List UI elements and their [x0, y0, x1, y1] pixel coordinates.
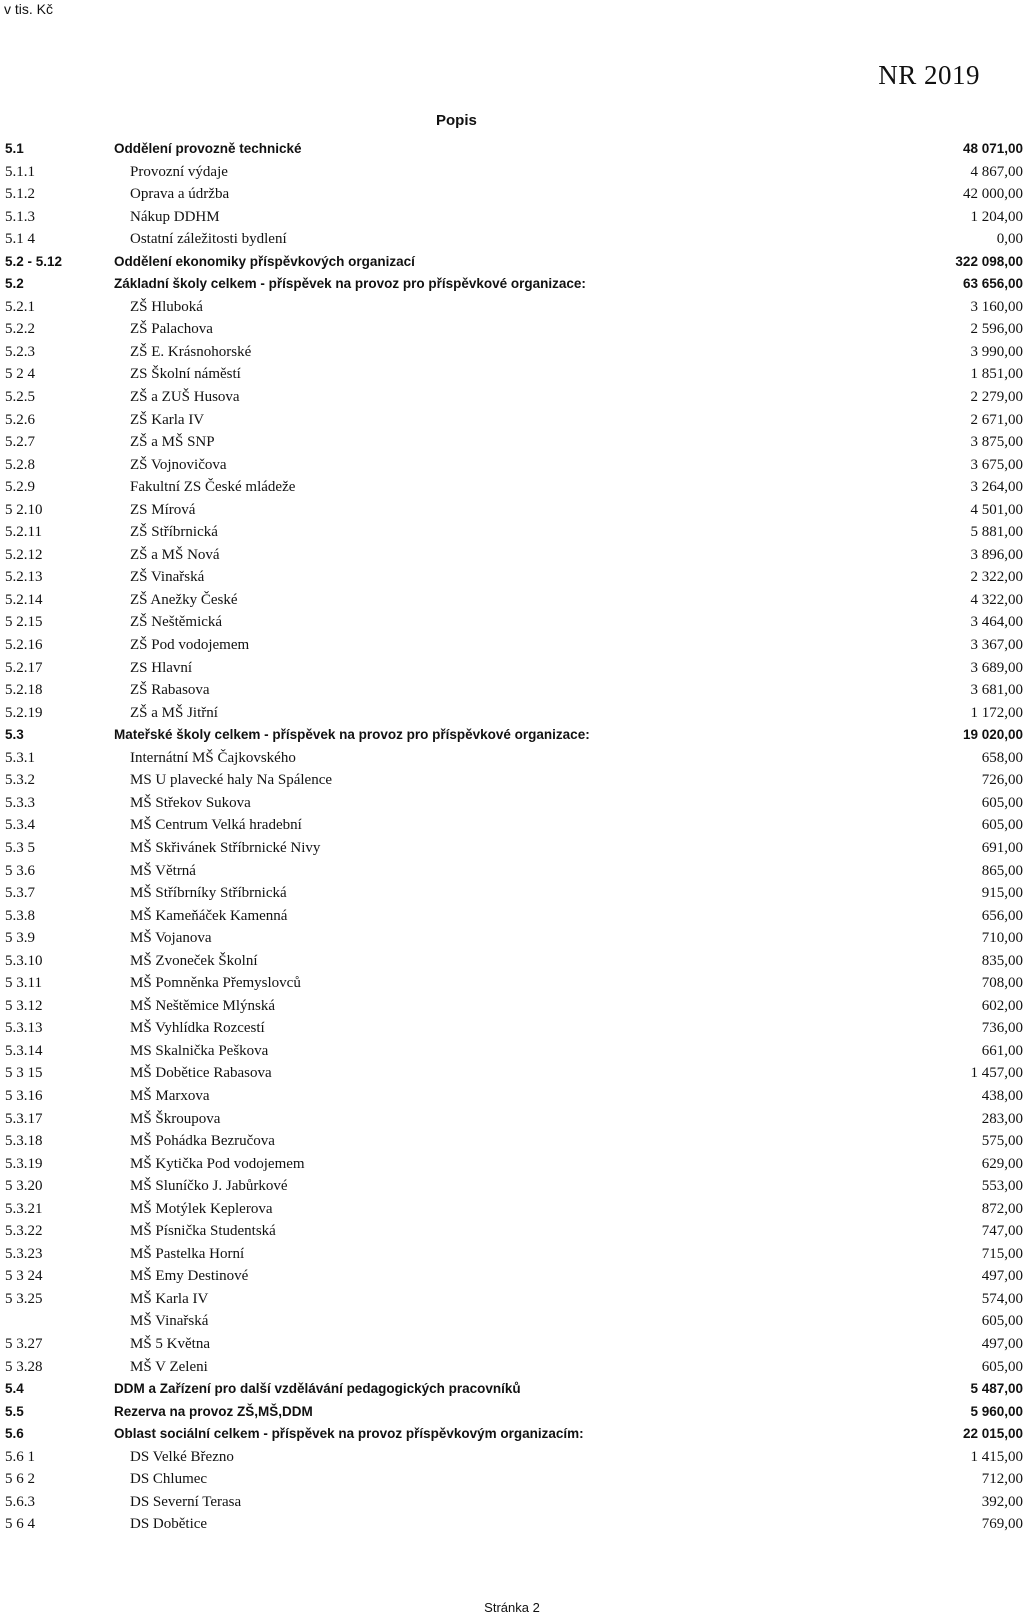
- item-row: [0, 679, 1024, 702]
- row-code: 5.2.16: [5, 637, 43, 654]
- row-amount: 5 960,00: [970, 1403, 1023, 1419]
- row-amount: 3 464,00: [970, 614, 1023, 631]
- row-description: MŠ Dobětice Rabasova: [130, 1065, 272, 1082]
- item-row: [0, 1017, 1024, 1040]
- page-number: Stránka 2: [484, 1600, 540, 1615]
- item-row: [0, 1468, 1024, 1491]
- item-row: [0, 1356, 1024, 1379]
- item-row: [0, 860, 1024, 883]
- row-description: Provozní výdaje: [130, 163, 228, 180]
- row-description: ZŠ Pod vodojemem: [130, 637, 250, 654]
- row-code: 5.2: [5, 276, 24, 292]
- row-amount: 712,00: [981, 1471, 1023, 1488]
- row-amount: 872,00: [981, 1200, 1023, 1217]
- row-description: ZS Hlavní: [130, 659, 193, 676]
- row-code: 5.2.3: [5, 343, 35, 360]
- item-row: [0, 1198, 1024, 1221]
- row-code: 5 3.20: [5, 1178, 43, 1195]
- row-code: 5 3.9: [5, 930, 35, 947]
- item-row: [0, 544, 1024, 567]
- row-code: 5.3.18: [5, 1133, 43, 1150]
- item-row: [0, 905, 1024, 928]
- item-row: [0, 1243, 1024, 1266]
- row-amount: 1 204,00: [970, 208, 1023, 225]
- row-amount: 2 596,00: [970, 321, 1023, 338]
- row-description: ZS Mírová: [130, 501, 196, 518]
- row-amount: 42 000,00: [963, 186, 1023, 203]
- section-row: [0, 251, 1024, 274]
- row-description: MŠ Zvoneček Školní: [130, 952, 258, 969]
- row-amount: 48 071,00: [962, 141, 1023, 156]
- row-amount: 602,00: [981, 997, 1023, 1014]
- row-code: 5.6.3: [5, 1493, 35, 1510]
- item-row: [0, 950, 1024, 973]
- row-amount: 2 322,00: [970, 569, 1023, 586]
- row-code: 5 3.27: [5, 1335, 43, 1352]
- row-amount: 3 264,00: [970, 479, 1023, 496]
- row-amount: 605,00: [981, 1313, 1023, 1330]
- row-code: 5 3.11: [5, 975, 42, 992]
- row-amount: 3 990,00: [970, 343, 1023, 360]
- row-description: MŠ 5 Května: [130, 1335, 210, 1352]
- row-code: 5 3.12: [5, 997, 43, 1014]
- row-amount: 3 367,00: [970, 637, 1023, 654]
- item-row: [0, 995, 1024, 1018]
- row-amount: 3 875,00: [970, 434, 1023, 451]
- row-code: 5.3 5: [5, 839, 35, 856]
- row-amount: 726,00: [981, 772, 1023, 789]
- row-description: MS U plavecké haly Na Spálence: [130, 772, 333, 789]
- row-amount: 438,00: [981, 1087, 1023, 1104]
- row-description: MŠ Kytička Pod vodojemem: [130, 1155, 305, 1172]
- row-code: 5.3.19: [5, 1155, 43, 1172]
- row-amount: 3 681,00: [970, 682, 1023, 699]
- row-amount: 392,00: [981, 1493, 1023, 1510]
- row-amount: 2 279,00: [970, 389, 1023, 406]
- row-description: MŠ Střekov Sukova: [130, 794, 251, 811]
- row-amount: 708,00: [981, 975, 1023, 992]
- row-code: 5.3.4: [5, 817, 35, 834]
- row-description: MŠ Emy Destinové: [130, 1268, 249, 1285]
- row-description: ZŠ E. Krásnohorské: [130, 343, 252, 360]
- budget-table: [0, 138, 1024, 1536]
- row-code: 5 6 2: [5, 1471, 35, 1488]
- row-amount: 691,00: [981, 839, 1023, 856]
- row-code: 5.1 4: [5, 231, 35, 248]
- row-description: ZŠ a ZUŠ Husova: [130, 389, 240, 406]
- row-description: MŠ Karla IV: [130, 1290, 209, 1307]
- row-code: 5 2 4: [5, 366, 35, 383]
- budget-year-title: NR 2019: [878, 60, 980, 90]
- item-row: [0, 1265, 1024, 1288]
- row-description: MŠ V Zeleni: [130, 1358, 208, 1375]
- row-amount: 4 322,00: [970, 591, 1023, 608]
- row-code: 5.2.7: [5, 434, 35, 451]
- row-code: 5.1.3: [5, 208, 35, 225]
- row-description: MŠ Stříbrníky Stříbrnická: [130, 885, 287, 902]
- row-description: Základní školy celkem - příspěvek na provoz pro příspěvkové organizace:: [114, 276, 586, 292]
- row-code: 5.3.3: [5, 794, 35, 811]
- row-code: 5.1.1: [5, 163, 35, 180]
- row-description: MŠ Vojanova: [130, 930, 212, 947]
- row-amount: 605,00: [981, 817, 1023, 834]
- row-code: 5 3 24: [5, 1268, 43, 1285]
- row-amount: 574,00: [981, 1290, 1023, 1307]
- row-description: ZŠ Neštěmická: [130, 614, 223, 631]
- row-description: DS Chlumec: [130, 1471, 208, 1488]
- row-description: ZŠ Hluboká: [130, 298, 203, 315]
- row-description: Oblast sociální celkem - příspěvek na provoz příspěvkovým organizacím:: [114, 1426, 584, 1442]
- row-description: MŠ Pohádka Bezručova: [130, 1133, 275, 1150]
- row-description: Fakultní ZS České mládeže: [130, 479, 296, 496]
- item-row: [0, 1446, 1024, 1469]
- item-row: [0, 1288, 1024, 1311]
- row-amount: 915,00: [981, 885, 1023, 902]
- item-row: [0, 769, 1024, 792]
- row-code: 5.2.17: [5, 659, 43, 676]
- item-row: [0, 318, 1024, 341]
- description-column-header: Popis: [436, 112, 477, 129]
- row-description: MŠ Sluníčko J. Jabůrkové: [130, 1178, 288, 1195]
- row-description: Internátní MŠ Čajkovského: [130, 749, 296, 766]
- row-description: Rezerva na provoz ZŠ,MŠ,DDM: [114, 1403, 313, 1419]
- row-amount: 4 867,00: [970, 163, 1023, 180]
- row-amount: 553,00: [981, 1178, 1023, 1195]
- row-amount: 3 896,00: [970, 546, 1023, 563]
- row-description: ZŠ a MŠ SNP: [130, 434, 215, 451]
- row-amount: 497,00: [981, 1268, 1023, 1285]
- row-description: ZŠ Rabasova: [130, 682, 210, 699]
- row-code: 5.4: [5, 1381, 24, 1397]
- row-amount: 769,00: [981, 1516, 1023, 1533]
- row-description: MŠ Větrná: [130, 862, 196, 879]
- item-row: [0, 521, 1024, 544]
- row-code: 5.2.6: [5, 411, 35, 428]
- row-description: Oddělení provozně technické: [114, 141, 302, 156]
- row-description: ZS Školní náměstí: [130, 366, 241, 383]
- row-amount: 3 675,00: [970, 456, 1023, 473]
- row-amount: 5 487,00: [970, 1381, 1023, 1397]
- item-row: [0, 657, 1024, 680]
- row-amount: 5 881,00: [970, 524, 1023, 541]
- section-row: [0, 1401, 1024, 1424]
- row-code: 5.2.12: [5, 546, 43, 563]
- item-row: [0, 206, 1024, 229]
- row-amount: 835,00: [981, 952, 1023, 969]
- row-code: 5 3.25: [5, 1290, 43, 1307]
- row-description: MŠ Písnička Studentská: [130, 1223, 276, 1240]
- row-description: MŠ Škroupova: [130, 1110, 221, 1127]
- row-code: 5.2.2: [5, 321, 35, 338]
- row-description: DDM a Zařízení pro další vzdělávání pedagogických pracovníků: [114, 1381, 521, 1397]
- section-row: [0, 273, 1024, 296]
- item-row: [0, 228, 1024, 251]
- item-row: [0, 1513, 1024, 1536]
- row-code: 5.6 1: [5, 1448, 35, 1465]
- row-amount: 658,00: [981, 749, 1023, 766]
- item-row: [0, 183, 1024, 206]
- row-code: 5.3.17: [5, 1110, 43, 1127]
- item-row: [0, 1108, 1024, 1131]
- row-description: ZŠ Karla IV: [130, 411, 205, 428]
- item-row: [0, 1153, 1024, 1176]
- row-code: 5.3.8: [5, 907, 35, 924]
- row-amount: 656,00: [981, 907, 1023, 924]
- row-code: 5.3.23: [5, 1245, 43, 1262]
- row-amount: 22 015,00: [962, 1426, 1023, 1442]
- row-amount: 0,00: [996, 231, 1023, 248]
- row-amount: 4 501,00: [970, 501, 1023, 518]
- row-code: 5.2.1: [5, 298, 35, 315]
- row-code: 5.2.9: [5, 479, 35, 496]
- row-amount: 3 689,00: [970, 659, 1023, 676]
- section-row: [0, 1378, 1024, 1401]
- item-row: [0, 634, 1024, 657]
- row-code: 5 6 4: [5, 1516, 35, 1533]
- row-description: MŠ Vinařská: [130, 1313, 209, 1330]
- row-code: 5.5: [5, 1403, 24, 1419]
- row-amount: 497,00: [981, 1335, 1023, 1352]
- row-description: ZŠ Vojnovičova: [130, 456, 227, 473]
- row-code: 5.2.13: [5, 569, 43, 586]
- row-description: MŠ Centrum Velká hradební: [130, 817, 302, 834]
- row-description: MŠ Motýlek Keplerova: [130, 1200, 273, 1217]
- item-row: [0, 1085, 1024, 1108]
- item-row: [0, 611, 1024, 634]
- row-amount: 1 457,00: [970, 1065, 1023, 1082]
- currency-unit: v tis. Kč: [4, 1, 54, 17]
- row-description: DS Severní Terasa: [130, 1493, 242, 1510]
- row-code: 5 2.15: [5, 614, 43, 631]
- row-amount: 865,00: [981, 862, 1023, 879]
- row-code: 5.3.1: [5, 749, 35, 766]
- row-amount: 1 415,00: [970, 1448, 1023, 1465]
- row-description: MŠ Marxova: [130, 1087, 210, 1104]
- row-code: 5.1.2: [5, 186, 35, 203]
- item-row: [0, 431, 1024, 454]
- row-description: DS Dobětice: [130, 1516, 208, 1533]
- row-amount: 710,00: [981, 930, 1023, 947]
- row-amount: 19 020,00: [962, 727, 1023, 743]
- row-amount: 661,00: [981, 1042, 1023, 1059]
- item-row: [0, 296, 1024, 319]
- item-row: [0, 589, 1024, 612]
- row-code: 5.3.21: [5, 1200, 43, 1217]
- row-amount: 2 671,00: [970, 411, 1023, 428]
- section-row: [0, 724, 1024, 747]
- row-code: 5.2.5: [5, 389, 35, 406]
- row-description: MŠ Pastelka Horní: [130, 1245, 245, 1262]
- row-code: 5.2.8: [5, 456, 35, 473]
- item-row: [0, 837, 1024, 860]
- item-row: [0, 1040, 1024, 1063]
- row-amount: 605,00: [981, 794, 1023, 811]
- row-amount: 715,00: [981, 1245, 1023, 1262]
- row-code: 5.3.22: [5, 1223, 43, 1240]
- item-row: [0, 972, 1024, 995]
- row-code: 5 3 15: [5, 1065, 43, 1082]
- item-row: [0, 882, 1024, 905]
- row-code: 5 3.16: [5, 1087, 43, 1104]
- item-row: [0, 161, 1024, 184]
- row-amount: 63 656,00: [962, 276, 1023, 292]
- row-amount: 1 172,00: [970, 704, 1023, 721]
- row-description: MŠ Neštěmice Mlýnská: [130, 997, 275, 1014]
- item-row: [0, 1220, 1024, 1243]
- item-row: [0, 747, 1024, 770]
- item-row: [0, 1175, 1024, 1198]
- row-description: ZŠ Stříbrnická: [130, 524, 218, 541]
- row-code: 5.3.2: [5, 772, 35, 789]
- item-row: [0, 1333, 1024, 1356]
- row-code: 5.1: [5, 141, 24, 156]
- row-description: MS Skalnička Peškova: [130, 1042, 269, 1059]
- row-amount: 747,00: [981, 1223, 1023, 1240]
- row-amount: 605,00: [981, 1358, 1023, 1375]
- row-code: 5.3: [5, 727, 24, 743]
- item-row: [0, 814, 1024, 837]
- row-description: ZŠ a MŠ Jitřní: [130, 704, 218, 721]
- row-code: 5.2 - 5.12: [5, 253, 63, 269]
- row-description: MŠ Kameňáček Kamenná: [130, 907, 288, 924]
- row-code: 5.2.19: [5, 704, 43, 721]
- row-code: 5.2.11: [5, 524, 42, 541]
- row-code: 5 2.10: [5, 501, 43, 518]
- row-code: 5 3.28: [5, 1358, 43, 1375]
- row-code: 5.6: [5, 1426, 24, 1442]
- row-description: Ostatní záležitosti bydlení: [130, 231, 287, 248]
- row-code: 5.3.13: [5, 1020, 43, 1037]
- row-description: MŠ Pomněnka Přemyslovců: [130, 975, 301, 992]
- row-amount: 736,00: [981, 1020, 1023, 1037]
- item-row: [0, 702, 1024, 725]
- row-description: MŠ Vyhlídka Rozcestí: [130, 1020, 265, 1037]
- row-code: 5.3.10: [5, 952, 43, 969]
- row-amount: 575,00: [981, 1133, 1023, 1150]
- item-row: [0, 792, 1024, 815]
- section-row: [0, 1423, 1024, 1446]
- item-row: [0, 476, 1024, 499]
- row-code: 5.3.7: [5, 885, 35, 902]
- row-code: 5.3.14: [5, 1042, 43, 1059]
- row-amount: 3 160,00: [970, 298, 1023, 315]
- item-row: [0, 1130, 1024, 1153]
- section-row: [0, 138, 1024, 161]
- item-row: [0, 341, 1024, 364]
- item-row: [0, 927, 1024, 950]
- row-description: Oprava a údržba: [130, 186, 230, 203]
- row-description: ZŠ Palachova: [130, 321, 213, 338]
- row-amount: 283,00: [981, 1110, 1023, 1127]
- row-code: 5.2.14: [5, 591, 43, 608]
- row-description: MŠ Skřivánek Stříbrnické Nivy: [130, 839, 321, 856]
- row-description: Oddělení ekonomiky příspěvkových organizací: [114, 253, 415, 269]
- item-row: [0, 566, 1024, 589]
- row-description: ZŠ Anežky České: [130, 591, 238, 608]
- row-description: ZŠ Vinařská: [130, 569, 205, 586]
- item-row: [0, 454, 1024, 477]
- row-amount: 629,00: [981, 1155, 1023, 1172]
- item-row: [0, 363, 1024, 386]
- row-description: Nákup DDHM: [130, 208, 220, 225]
- row-description: DS Velké Březno: [130, 1448, 234, 1465]
- item-row: [0, 409, 1024, 432]
- row-amount: 1 851,00: [970, 366, 1023, 383]
- item-row: [0, 1062, 1024, 1085]
- item-row: [0, 499, 1024, 522]
- item-row: [0, 1491, 1024, 1514]
- row-code: 5 3.6: [5, 862, 35, 879]
- row-amount: 322 098,00: [955, 253, 1023, 269]
- item-row: [0, 1310, 1024, 1333]
- row-description: ZŠ a MŠ Nová: [130, 546, 220, 563]
- item-row: [0, 386, 1024, 409]
- row-code: 5.2.18: [5, 682, 43, 699]
- row-description: Mateřské školy celkem - příspěvek na provoz pro příspěvkové organizace:: [114, 727, 590, 743]
